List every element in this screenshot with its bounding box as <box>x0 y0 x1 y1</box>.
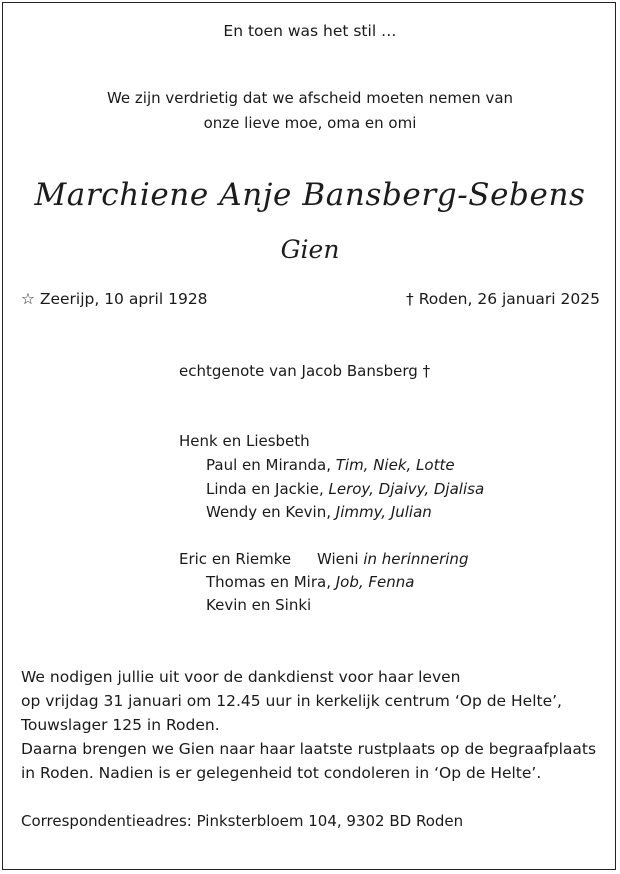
grandchildren-names: Leroy, Djaivy, Djalisa <box>328 480 485 498</box>
service-line: Touwslager 125 in Roden. <box>21 716 220 734</box>
memorial-note: in herinnering <box>363 550 469 568</box>
memorial-line <box>317 550 468 568</box>
child-names: Thomas en Mira, <box>206 573 336 591</box>
deceased-full-name: Marchiene Anje Bansberg-Sebens <box>34 177 586 213</box>
family-child-row <box>206 596 311 614</box>
grandchildren-names: Job, Fenna <box>335 573 415 591</box>
correspondence-address: Correspondentieadres: Pinksterbloem 104, 9302 BD Roden <box>21 812 464 830</box>
grandchildren-names: Jimmy, Julian <box>335 503 432 521</box>
family-child-row <box>206 503 432 521</box>
family-child-row <box>206 480 484 498</box>
child-names: Linda en Jackie, <box>206 480 329 498</box>
intro-line-1: We zijn verdrietig dat we afscheid moeten nemen van <box>106 89 514 107</box>
service-line: Daarna brengen we Gien naar haar laatste rustplaats op de begraafplaats <box>21 740 597 758</box>
death-info: † Roden, 26 januari 2025 <box>406 290 600 308</box>
birth-info: ☆ Zeerijp, 10 april 1928 <box>21 290 208 308</box>
child-names: Paul en Miranda, <box>206 456 336 474</box>
deceased-nickname: Gien <box>280 235 340 264</box>
notice-title: En toen was het stil … <box>223 22 397 40</box>
service-paragraph <box>21 665 596 785</box>
service-line: op vrijdag 31 januari om 12.45 uur in kerkelijk centrum ‘Op de Helte’, <box>21 692 562 710</box>
service-line: in Roden. Nadien is er gelegenheid tot condoleren in ‘Op de Helte’. <box>21 764 542 782</box>
family-head-2: Eric en Riemke <box>179 550 292 568</box>
intro-line-2: onze lieve moe, oma en omi <box>203 114 417 132</box>
child-names: Kevin en Sinki <box>206 596 312 614</box>
service-line: We nodigen jullie uit voor de dankdienst voor haar leven <box>21 668 461 686</box>
grandchildren-names: Tim, Niek, Lotte <box>335 456 455 474</box>
spouse-line: echtgenote van Jacob Bansberg † <box>179 362 431 380</box>
memorial-name: Wieni <box>317 550 364 568</box>
family-head-1: Henk en Liesbeth <box>179 432 310 450</box>
family-child-row <box>206 456 455 474</box>
family-child-row <box>206 573 414 591</box>
child-names: Wendy en Kevin, <box>206 503 336 521</box>
